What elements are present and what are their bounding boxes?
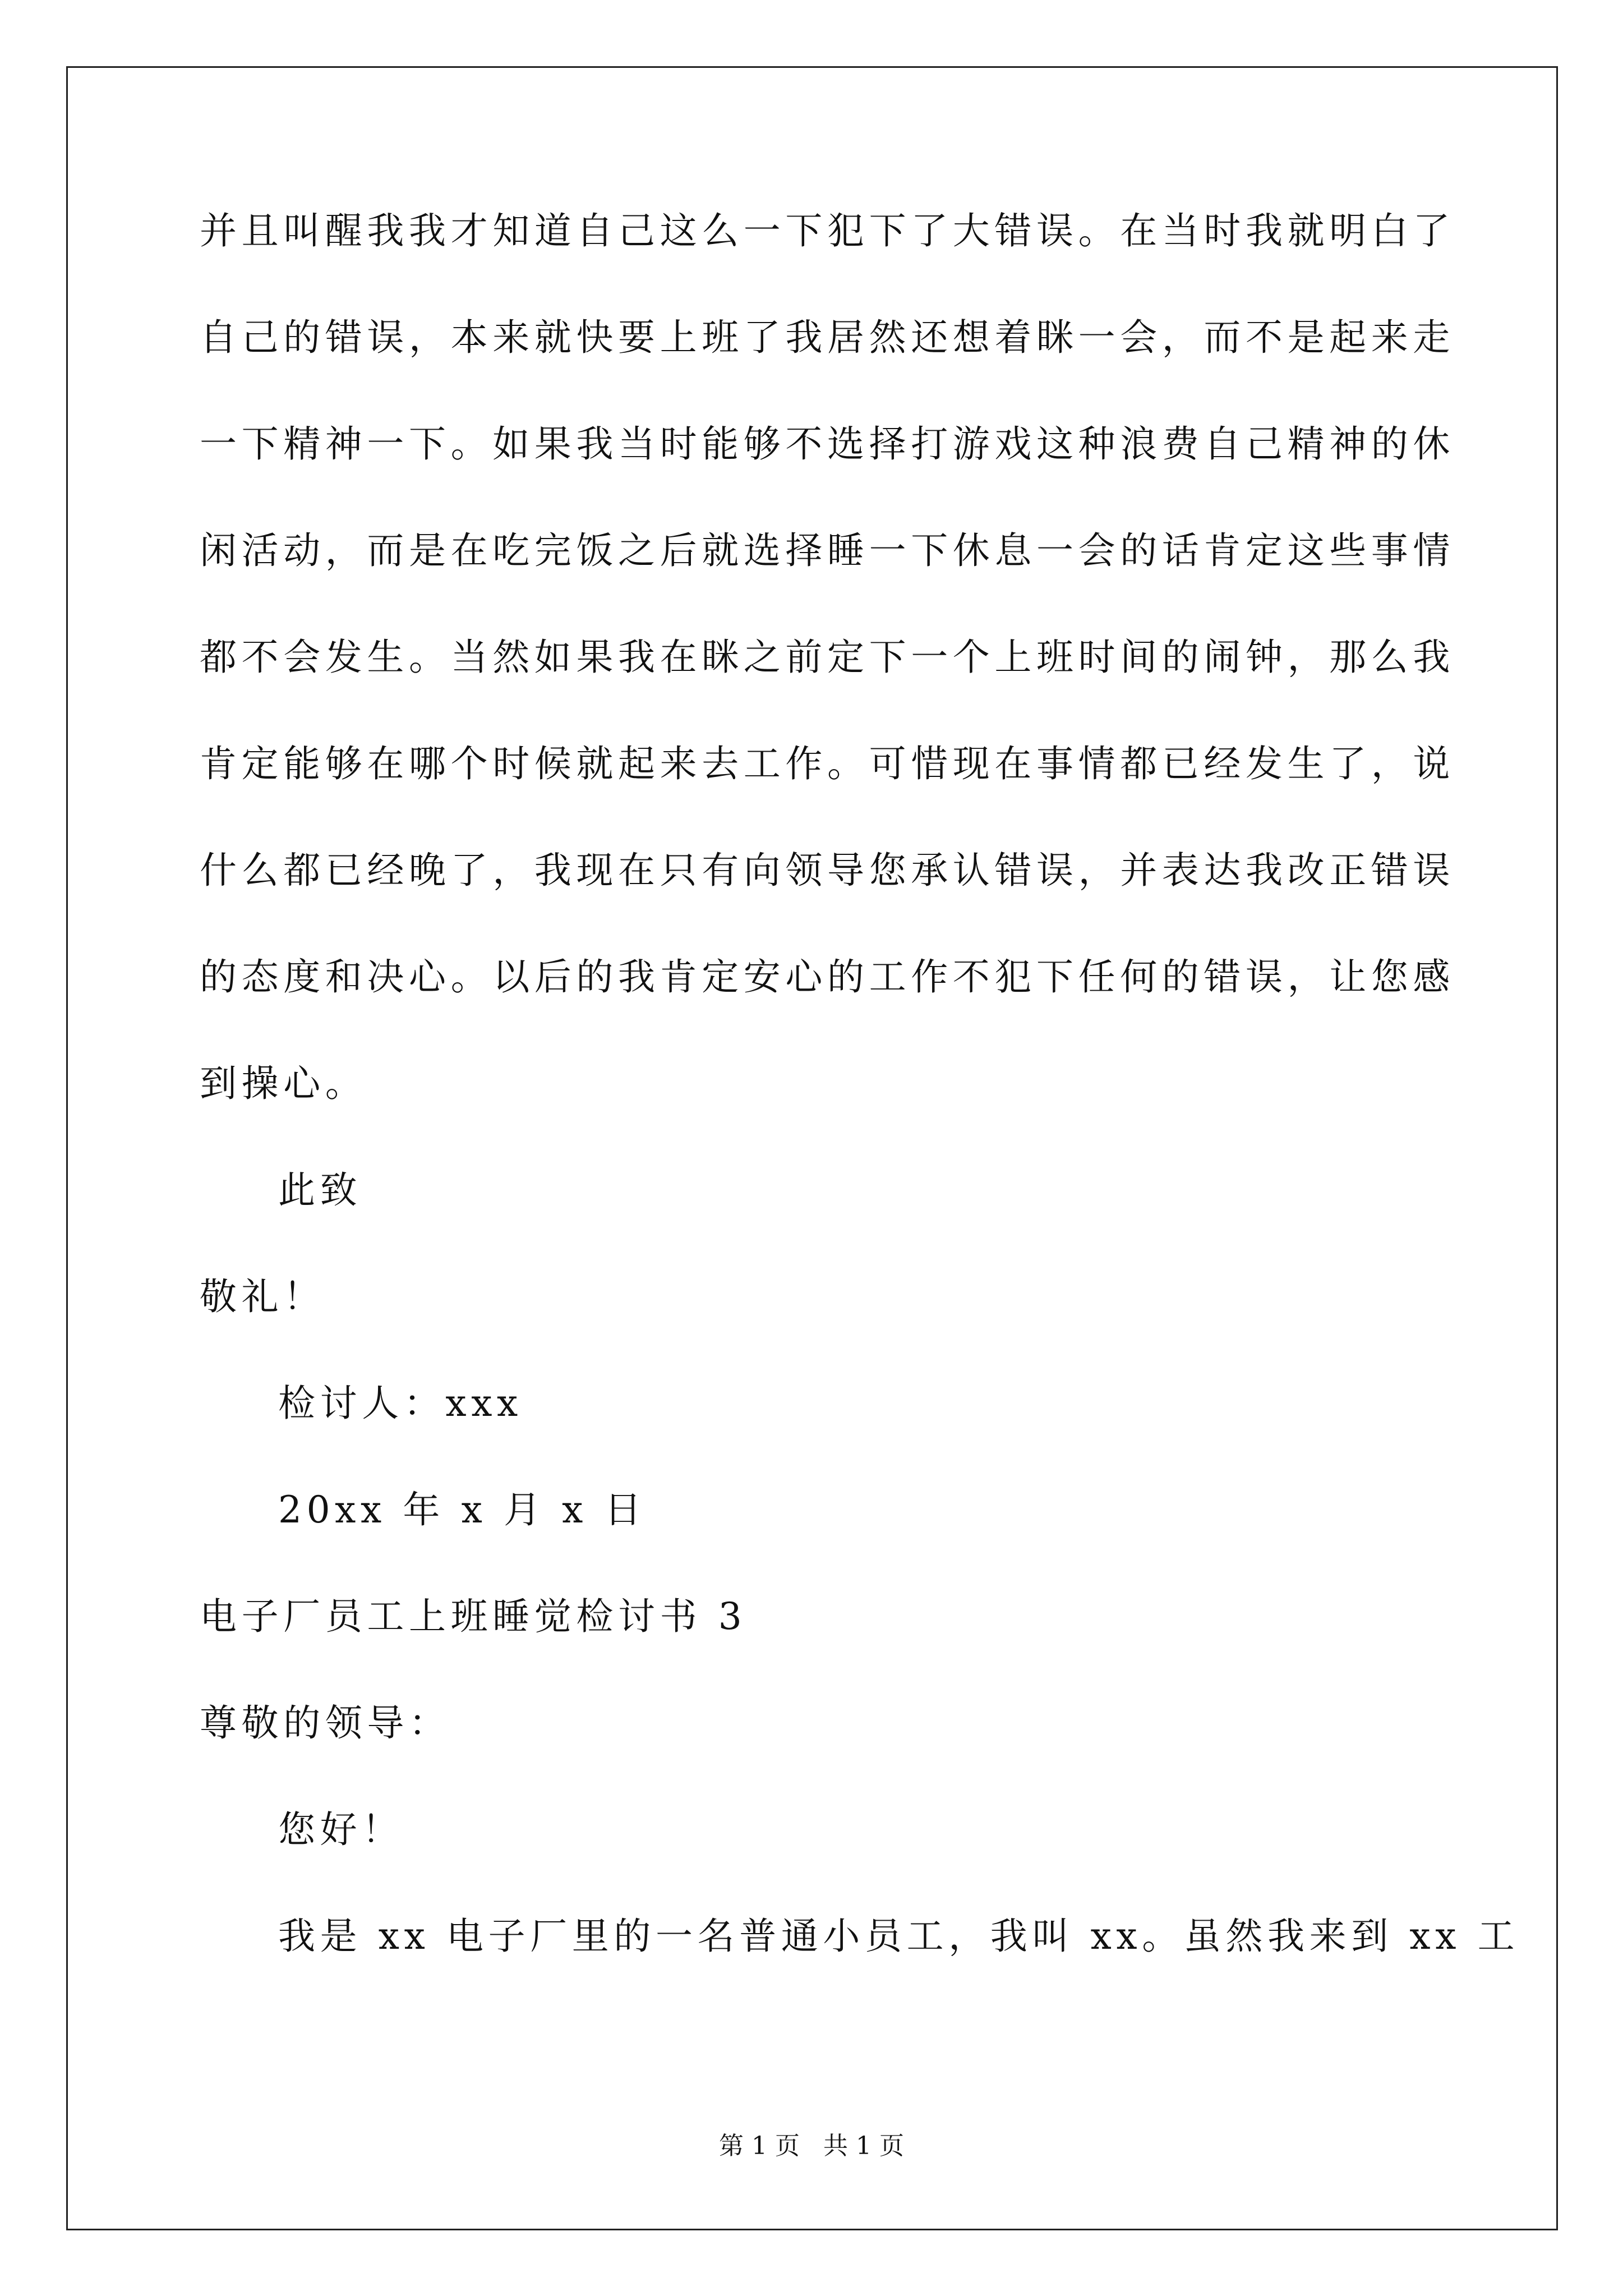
- body-line-3: 一下精神一下。如果我当时能够不选择打游戏这种浪费自己精神的休: [200, 422, 1455, 466]
- greeting-recipient: 尊敬的领导：: [200, 1701, 451, 1745]
- body-line-5: 都不会发生。当然如果我在眯之前定下一个上班时间的闹钟，那么我: [200, 636, 1455, 679]
- signature-line: 检讨人：xxx: [278, 1382, 523, 1425]
- page-number: 第 1 页: [719, 2132, 800, 2160]
- page-border: [66, 66, 1558, 2230]
- body-line-7: 什么都已经晚了，我现在只有向领导您承认错误，并表达我改正错误: [200, 849, 1455, 892]
- body-line-4: 闲活动，而是在吃完饭之后就选择睡一下休息一会的话肯定这些事情: [200, 529, 1455, 572]
- page-total: 共 1 页: [823, 2132, 904, 2160]
- closing-salutation: 此致: [278, 1168, 362, 1212]
- body-line-1: 并且叫醒我我才知道自己这么一下犯下了大错误。在当时我就明白了: [200, 209, 1455, 252]
- body-line-9: 到操心。: [200, 1062, 367, 1105]
- body-line-8: 的态度和决心。以后的我肯定安心的工作不犯下任何的错误，让您感: [200, 955, 1455, 999]
- body-line-6: 肯定能够在哪个时候就起来去工作。可惜现在事情都已经发生了，说: [200, 742, 1455, 785]
- closing-regards: 敬礼！: [200, 1275, 325, 1318]
- date-line: 20xx 年 x 月 x 日: [278, 1488, 647, 1531]
- body-line-intro: 我是 xx 电子厂里的一名普通小员工，我叫 xx。虽然我来到 xx 工: [278, 1915, 1520, 1958]
- body-line-2: 自己的错误，本来就快要上班了我居然还想着眯一会，而不是起来走: [200, 316, 1455, 359]
- section-title: 电子厂员工上班睡觉检讨书 3: [200, 1595, 747, 1638]
- page-footer: [0, 2131, 1623, 2162]
- greeting-hello: 您好！: [278, 1808, 404, 1851]
